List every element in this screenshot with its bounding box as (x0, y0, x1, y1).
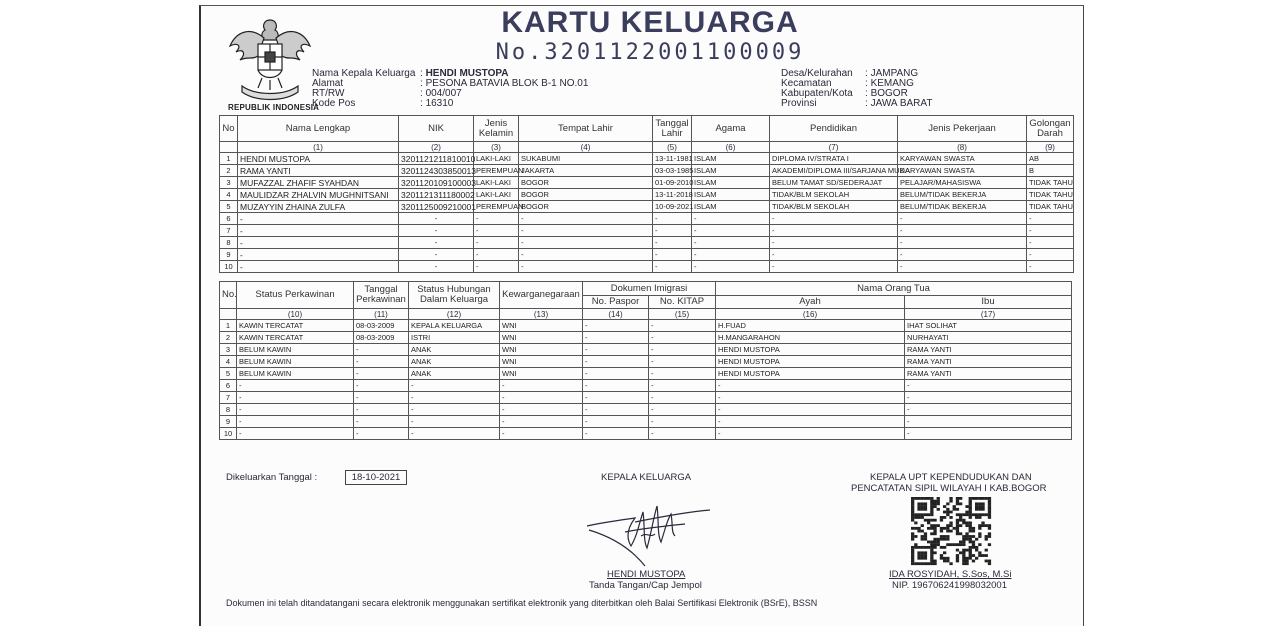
table-cell: - (1027, 249, 1074, 261)
table-cell: - (409, 404, 500, 416)
signature-image (585, 496, 715, 568)
col-number: (8) (898, 142, 1027, 153)
table-cell: AKADEMI/DIPLOMA III/SARJANA MUDA (770, 165, 898, 177)
table-cell: - (583, 428, 649, 440)
table-cell: - (519, 213, 653, 225)
table-cell: - (649, 332, 716, 344)
table-cell: - (692, 225, 770, 237)
col-number: (1) (238, 142, 399, 153)
col-header-parents: Nama Orang Tua (716, 282, 1072, 296)
table-cell: RAMA YANTI (905, 356, 1072, 368)
table-cell: - (905, 404, 1072, 416)
col-header-gender: Jenis Kelamin (474, 116, 519, 142)
table-cell: - (649, 404, 716, 416)
table-row (220, 380, 1072, 392)
table-row (220, 225, 1074, 237)
district-value: KEMANG (870, 78, 914, 89)
info-label: Kabupaten/Kota (781, 88, 853, 99)
table-cell: - (399, 237, 474, 249)
table-cell: 10 (220, 428, 237, 440)
col-header-kitap: No. KITAP (649, 296, 716, 309)
table-cell: - (399, 249, 474, 261)
table-cell: 3201121311180002 (399, 189, 474, 201)
issued-date-value: 18-10-2021 (345, 470, 407, 485)
table-row (220, 261, 1074, 273)
emblem-caption: REPUBLIK INDONESIA (228, 103, 320, 112)
table-cell: DIPLOMA IV/STRATA I (770, 153, 898, 165)
table-cell: - (1027, 237, 1074, 249)
col-number (220, 142, 238, 153)
table-cell: - (583, 416, 649, 428)
col-header-marital-status: Status Perkawinan (237, 282, 354, 309)
table-cell: 4 (220, 189, 238, 201)
table-cell: - (649, 320, 716, 332)
table-cell: HENDI MUSTOPA (716, 356, 905, 368)
col-header-passport: No. Paspor (583, 296, 649, 309)
head-of-family-value: HENDI MUSTOPA (425, 68, 509, 79)
table-cell: IHAT SOLIHAT (905, 320, 1072, 332)
table-cell: 5 (220, 201, 238, 213)
col-number: (6) (692, 142, 770, 153)
table-cell: - (519, 237, 653, 249)
document-title: KARTU KELUARGA (501, 6, 799, 39)
table-cell: BELUM KAWIN (237, 356, 354, 368)
col-number: (13) (500, 309, 583, 320)
table-row (220, 344, 1072, 356)
table-row (220, 249, 1074, 261)
col-number: (14) (583, 309, 649, 320)
head-of-family-signed-name: HENDI MUSTOPA (607, 569, 686, 580)
table-cell: LAKI-LAKI (474, 177, 519, 189)
table-row (220, 165, 1074, 177)
table-cell: PELAJAR/MAHASISWA (898, 177, 1027, 189)
regency-value: BOGOR (870, 88, 908, 99)
table-cell: RAMA YANTI (238, 165, 399, 177)
col-number: (2) (399, 142, 474, 153)
table-cell: - (653, 249, 692, 261)
table-cell: 1 (220, 153, 238, 165)
table-cell: - (409, 428, 500, 440)
table-cell: - (399, 225, 474, 237)
table-cell: SUKABUMI (519, 153, 653, 165)
table-cell: - (770, 237, 898, 249)
table-cell: WNI (500, 332, 583, 344)
table-cell: - (519, 249, 653, 261)
info-label: Nama Kepala Keluarga (312, 68, 416, 79)
table-row (220, 392, 1072, 404)
col-header-occupation: Jenis Pekerjaan (898, 116, 1027, 142)
table-cell: PEREMPUAN (474, 165, 519, 177)
table-cell: 08-03-2009 (354, 320, 409, 332)
table-cell: - (898, 261, 1027, 273)
table-cell: - (905, 416, 1072, 428)
table-cell: 9 (220, 249, 238, 261)
table-cell: LAKI-LAKI (474, 153, 519, 165)
info-left: Nama Kepala Keluarga : HENDI MUSTOPA Alamat : PESONA BATAVIA BLOK B-1 NO.01 RT/RW : 004/007 Kode Pos : 16310 (312, 68, 589, 109)
table-cell: 2 (220, 165, 238, 177)
table-cell: 13-11-2018 (653, 189, 692, 201)
table-cell: - (237, 428, 354, 440)
col-header-birthplace: Tempat Lahir (519, 116, 653, 142)
table-cell: - (238, 237, 399, 249)
table-cell: - (649, 356, 716, 368)
table-cell: 4 (220, 356, 237, 368)
table-cell: - (898, 225, 1027, 237)
table-cell: WNI (500, 344, 583, 356)
table-cell: - (519, 225, 653, 237)
table-row (220, 332, 1072, 344)
marital-status-table (219, 281, 1072, 440)
table-cell: - (716, 416, 905, 428)
table-cell: - (238, 249, 399, 261)
table-cell: - (649, 428, 716, 440)
table-cell: - (474, 249, 519, 261)
electronic-signature-disclaimer: Dokumen ini telah ditandatangani secara elektronik menggunakan sertifikat elektronik yang diterbitkan oleh Balai Sertifikasi Elektronik (BSrE), BSSN (226, 598, 818, 608)
col-header-blood-type: Golongan Darah (1027, 116, 1074, 142)
table-cell: BOGOR (519, 189, 653, 201)
col-number: (3) (474, 142, 519, 153)
table-cell: - (409, 416, 500, 428)
table-cell: BOGOR (519, 201, 653, 213)
garuda-emblem-icon (228, 16, 312, 102)
table-cell: - (354, 428, 409, 440)
col-number: (4) (519, 142, 653, 153)
table-cell: - (583, 356, 649, 368)
table-cell: - (238, 225, 399, 237)
table-cell: - (519, 261, 653, 273)
table-row (220, 428, 1072, 440)
table-row (220, 153, 1074, 165)
table-cell: BOGOR (519, 177, 653, 189)
table-cell: NURHAYATI (905, 332, 1072, 344)
table-cell: - (500, 392, 583, 404)
table-cell: 3 (220, 177, 238, 189)
village-value: JAMPANG (870, 68, 919, 79)
table-row (220, 189, 1074, 201)
col-header-citizenship: Kewarganegaraan (500, 282, 583, 309)
table-cell: 7 (220, 392, 237, 404)
table-cell: - (770, 249, 898, 261)
table-cell: - (583, 320, 649, 332)
col-header-father: Ayah (716, 296, 905, 309)
table-cell: - (500, 380, 583, 392)
table-cell: KAWIN TERCATAT (237, 320, 354, 332)
document-number: No.3201122001100009 (495, 40, 805, 65)
table-cell: - (474, 225, 519, 237)
table-cell: - (653, 213, 692, 225)
table-cell: BELUM TAMAT SD/SEDERAJAT (770, 177, 898, 189)
info-label: Desa/Kelurahan (781, 68, 853, 79)
table-row (220, 177, 1074, 189)
info-label: Provinsi (781, 98, 817, 109)
table-cell: - (653, 261, 692, 273)
table-cell: - (399, 213, 474, 225)
table-cell: 6 (220, 380, 237, 392)
table-cell: - (409, 392, 500, 404)
signature-caption: Tanda Tangan/Cap Jempol (589, 580, 702, 591)
rt-rw-value: 004/007 (425, 88, 462, 99)
table-cell: 01-09-2010 (653, 177, 692, 189)
table-cell: - (354, 356, 409, 368)
table-cell: 2 (220, 332, 237, 344)
table-cell: - (237, 416, 354, 428)
table-cell: KARYAWAN SWASTA (898, 153, 1027, 165)
official-title-line2: PENCATATAN SIPIL WILAYAH I KAB.BOGOR (851, 483, 1047, 494)
official-name: IDA ROSYIDAH, S.Sos, M.Si (889, 569, 1012, 580)
table-cell: KEPALA KELUARGA (409, 320, 500, 332)
table-cell: - (898, 213, 1027, 225)
table-cell: - (905, 380, 1072, 392)
table-cell: - (474, 213, 519, 225)
table-cell: - (649, 368, 716, 380)
table-cell: - (237, 392, 354, 404)
table-cell: - (649, 416, 716, 428)
table-cell: - (238, 261, 399, 273)
table-cell: 1 (220, 320, 237, 332)
info-label: Kecamatan (781, 78, 832, 89)
table-cell: TIDAK TAHU (1027, 177, 1074, 189)
table-cell: RAMA YANTI (905, 344, 1072, 356)
table-row (220, 416, 1072, 428)
table-cell: RAMA YANTI (905, 368, 1072, 380)
table-cell: - (692, 213, 770, 225)
table-row (220, 201, 1074, 213)
table-cell: 3201124303850013 (399, 165, 474, 177)
col-header-birthdate: Tanggal Lahir (653, 116, 692, 142)
table-cell: - (716, 404, 905, 416)
table-cell: BELUM KAWIN (237, 368, 354, 380)
table-cell: 03-03-1985 (653, 165, 692, 177)
col-number: (11) (354, 309, 409, 320)
table-cell: ISLAM (692, 165, 770, 177)
col-header-marriage-date: Tanggal Perkawinan (354, 282, 409, 309)
issued-date-label: Dikeluarkan Tanggal : (226, 472, 318, 483)
table-cell: 7 (220, 225, 238, 237)
table-cell: 5 (220, 368, 237, 380)
col-header-name: Nama Lengkap (238, 116, 399, 142)
col-number: (17) (905, 309, 1072, 320)
table-cell: - (583, 404, 649, 416)
table-cell: KAWIN TERCATAT (237, 332, 354, 344)
table-cell: - (354, 344, 409, 356)
table-cell: - (692, 261, 770, 273)
table-cell: - (237, 380, 354, 392)
table-cell: TIDAK/BLM SEKOLAH (770, 189, 898, 201)
table-cell: 10 (220, 261, 238, 273)
table-cell: LAKI-LAKI (474, 189, 519, 201)
table-row (220, 368, 1072, 380)
province-value: JAWA BARAT (870, 98, 933, 109)
table-cell: TIDAK TAHU (1027, 189, 1074, 201)
table-cell: WNI (500, 320, 583, 332)
table-cell: - (354, 368, 409, 380)
table-cell: - (1027, 261, 1074, 273)
table-cell: ISTRI (409, 332, 500, 344)
table-cell: - (354, 416, 409, 428)
table-cell: - (716, 380, 905, 392)
table-cell: - (692, 237, 770, 249)
table-cell: - (770, 261, 898, 273)
info-label: Alamat (312, 78, 344, 89)
table-cell: 3201121211810010 (399, 153, 474, 165)
col-header-family-relation: Status Hubungan Dalam Keluarga (409, 282, 500, 309)
table-cell: 08-03-2009 (354, 332, 409, 344)
table-cell: - (500, 404, 583, 416)
table-cell: 8 (220, 237, 238, 249)
col-number: (12) (409, 309, 500, 320)
table-cell: - (905, 428, 1072, 440)
table-cell: - (474, 261, 519, 273)
table-cell: - (716, 392, 905, 404)
table-cell: MAULIDZAR ZHALVIN MUGHNITSANI (238, 189, 399, 201)
table-cell: - (649, 344, 716, 356)
table-cell: BELUM/TIDAK BEKERJA (898, 201, 1027, 213)
table-cell: MUZAYYIN ZHAINA ZULFA (238, 201, 399, 213)
table-cell: ISLAM (692, 201, 770, 213)
col-header-religion: Agama (692, 116, 770, 142)
table-cell: WNI (500, 356, 583, 368)
table-cell: - (237, 404, 354, 416)
official-title-line1: KEPALA UPT KEPENDUDUKAN DAN (870, 472, 1032, 483)
table-cell: - (898, 237, 1027, 249)
col-header-mother: Ibu (905, 296, 1072, 309)
table-cell: - (409, 380, 500, 392)
official-nip: NIP. 196706241998032001 (892, 580, 1007, 591)
table-cell: - (354, 392, 409, 404)
table-cell: - (583, 392, 649, 404)
table-row (220, 320, 1072, 332)
family-members-table (219, 115, 1074, 273)
address-value: PESONA BATAVIA BLOK B-1 NO.01 (425, 78, 589, 89)
table-cell: - (653, 237, 692, 249)
table-row (220, 356, 1072, 368)
table-row (220, 404, 1072, 416)
table-cell: - (770, 225, 898, 237)
table-cell: HENDI MUSTOPA (716, 368, 905, 380)
table-cell: HENDI MUSTOPA (238, 153, 399, 165)
table-row (220, 237, 1074, 249)
table-cell: - (905, 392, 1072, 404)
postal-code-value: 16310 (425, 98, 454, 109)
col-header-no: No (220, 116, 238, 142)
table-cell: - (1027, 225, 1074, 237)
table-cell: AB (1027, 153, 1074, 165)
table-cell: TIDAK/BLM SEKOLAH (770, 201, 898, 213)
table-cell: WNI (500, 368, 583, 380)
head-of-family-title: KEPALA KELUARGA (601, 472, 692, 483)
table-cell: - (649, 392, 716, 404)
table-cell: ANAK (409, 344, 500, 356)
table-cell: 3201125009210001 (399, 201, 474, 213)
table-cell: - (583, 344, 649, 356)
col-header-no: No. (220, 282, 237, 309)
col-header-immigration-docs: Dokumen Imigrasi (583, 282, 716, 296)
table-cell: 3201120109100003 (399, 177, 474, 189)
col-header-education: Pendidikan (770, 116, 898, 142)
col-number: (9) (1027, 142, 1074, 153)
col-number: (5) (653, 142, 692, 153)
table-row (220, 213, 1074, 225)
info-label: Kode Pos (312, 98, 356, 109)
table-cell: - (716, 428, 905, 440)
table-cell: - (653, 225, 692, 237)
table-cell: ISLAM (692, 189, 770, 201)
table-cell: TIDAK TAHU (1027, 201, 1074, 213)
table-cell: 6 (220, 213, 238, 225)
table-cell: - (583, 380, 649, 392)
col-number: (7) (770, 142, 898, 153)
table-cell: - (1027, 213, 1074, 225)
table-cell: - (500, 416, 583, 428)
table-cell: 8 (220, 404, 237, 416)
qr-code-icon (911, 497, 991, 565)
table-cell: - (474, 237, 519, 249)
table-cell: - (692, 249, 770, 261)
col-number: (15) (649, 309, 716, 320)
table-cell: - (583, 368, 649, 380)
table-cell: - (649, 380, 716, 392)
col-number (220, 309, 237, 320)
col-number: (16) (716, 309, 905, 320)
table-cell: - (238, 213, 399, 225)
table-cell: H.MANGARAHON (716, 332, 905, 344)
table-cell: BELUM KAWIN (237, 344, 354, 356)
table-cell: 13-11-1981 (653, 153, 692, 165)
table-cell: - (898, 249, 1027, 261)
table-cell: B (1027, 165, 1074, 177)
col-header-nik: NIK (399, 116, 474, 142)
table-cell: ISLAM (692, 177, 770, 189)
table-cell: - (770, 213, 898, 225)
table-cell: MUFAZZAL ZHAFIF SYAHDAN (238, 177, 399, 189)
table-cell: ISLAM (692, 153, 770, 165)
col-number: (10) (237, 309, 354, 320)
table-cell: BELUM/TIDAK BEKERJA (898, 189, 1027, 201)
table-cell: PEREMPUAN (474, 201, 519, 213)
info-label: RT/RW (312, 88, 345, 99)
info-right: Desa/Kelurahan : JAMPANG Kecamatan : KEMANG Kabupaten/Kota : BOGOR Provinsi : JAWA BARAT (781, 68, 933, 109)
table-cell: JAKARTA (519, 165, 653, 177)
table-cell: - (500, 428, 583, 440)
table-cell: HENDI MUSTOPA (716, 344, 905, 356)
table-cell: KARYAWAN SWASTA (898, 165, 1027, 177)
table-cell: H.FUAD (716, 320, 905, 332)
table-cell: ANAK (409, 368, 500, 380)
table-cell: - (399, 261, 474, 273)
table-cell: - (583, 332, 649, 344)
table-cell: - (354, 404, 409, 416)
table-cell: 9 (220, 416, 237, 428)
table-cell: 3 (220, 344, 237, 356)
table-cell: ANAK (409, 356, 500, 368)
table-cell: 10-09-2021 (653, 201, 692, 213)
table-cell: - (354, 380, 409, 392)
